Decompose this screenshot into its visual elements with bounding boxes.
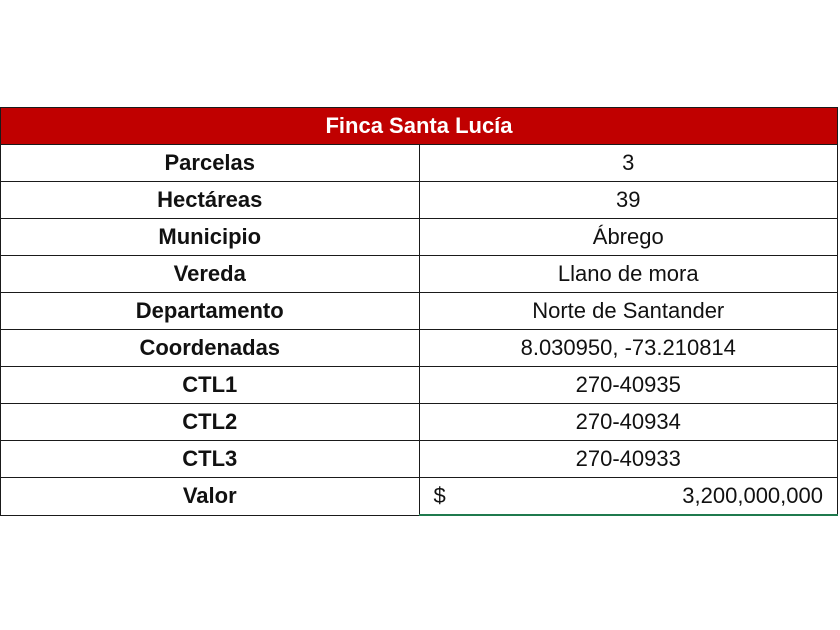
row-label[interactable]: Departamento [1,293,420,330]
row-value[interactable]: 270-40934 [419,404,838,441]
title-row [1,108,838,145]
table-row [1,293,838,330]
row-label[interactable]: CTL1 [1,367,420,404]
row-label[interactable]: CTL3 [1,441,420,478]
row-value[interactable]: Llano de mora [419,256,838,293]
table-row [1,182,838,219]
row-label[interactable]: CTL2 [1,404,420,441]
row-label[interactable]: Coordenadas [1,330,420,367]
valor-label[interactable]: Valor [1,478,420,516]
row-value[interactable]: 270-40935 [419,367,838,404]
valor-amount: 3,200,000,000 [682,483,823,508]
table-title: Finca Santa Lucía [1,108,838,145]
currency-symbol: $ [433,483,446,508]
row-value[interactable]: 270-40933 [419,441,838,478]
property-table [0,107,838,516]
property-sheet [0,107,838,516]
valor-cell[interactable] [419,478,838,516]
row-value[interactable]: 39 [419,182,838,219]
row-value[interactable]: 8.030950, -73.210814 [419,330,838,367]
table-row [1,256,838,293]
row-label[interactable]: Hectáreas [1,182,420,219]
row-value[interactable]: 3 [419,145,838,182]
table-row [1,145,838,182]
row-label[interactable]: Vereda [1,256,420,293]
row-label[interactable]: Parcelas [1,145,420,182]
row-value[interactable]: Ábrego [419,219,838,256]
table-row [1,330,838,367]
table-row [1,219,838,256]
row-value[interactable]: Norte de Santander [419,293,838,330]
table-row [1,367,838,404]
table-row [1,441,838,478]
valor-row [1,478,838,516]
table-row [1,404,838,441]
row-label[interactable]: Municipio [1,219,420,256]
